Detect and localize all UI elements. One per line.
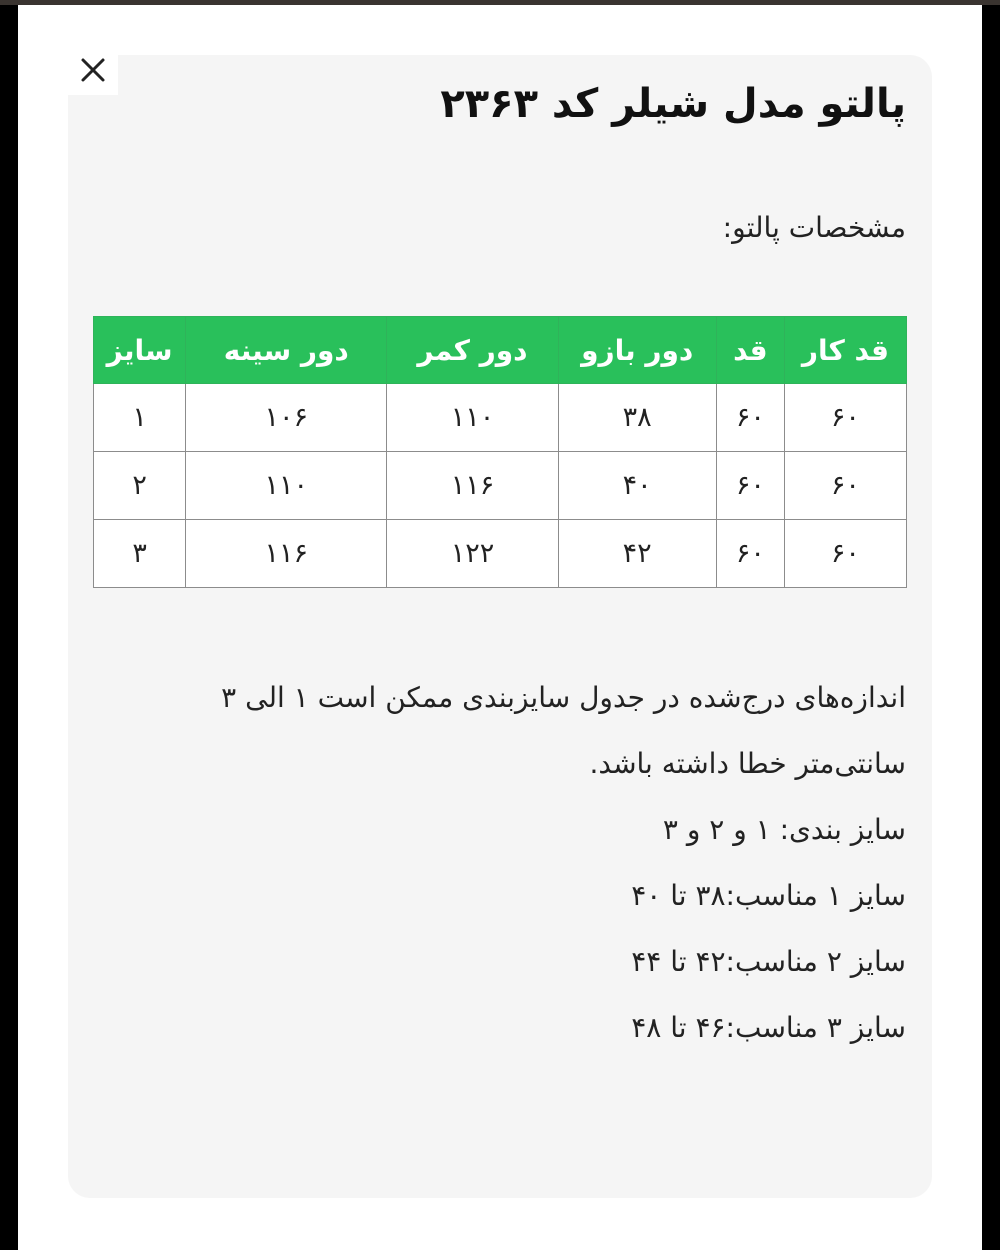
size-table (93, 316, 907, 588)
size-notes (146, 665, 906, 1061)
table-cell: ۶۰ (716, 384, 784, 452)
header-waist: دور کمر (387, 317, 558, 384)
table-cell: ۲ (94, 452, 186, 520)
table-cell: ۶۰ (784, 384, 906, 452)
specs-heading: مشخصات پالتو: (722, 211, 906, 244)
table-cell: ۱۱۶ (186, 520, 387, 588)
table-cell: ۱۰۶ (186, 384, 387, 452)
table-header-row (94, 317, 907, 384)
note-line: سایز بندی: ۱ و ۲ و ۳ (662, 813, 906, 846)
table-cell: ۶۰ (716, 520, 784, 588)
table-cell: ۱۱۰ (387, 384, 558, 452)
table-cell: ۴۰ (558, 452, 716, 520)
product-modal (18, 5, 982, 1250)
note-line: سایز ۲ مناسب:۴۲ تا ۴۴ (631, 945, 906, 978)
header-height: قد (716, 317, 784, 384)
product-title: پالتو مدل شیلر کد ۲۳۶۳ (440, 81, 906, 127)
table-row (94, 452, 907, 520)
note-line: سایز ۱ مناسب:۳۸ تا ۴۰ (631, 879, 906, 912)
table-cell: ۱۱۰ (186, 452, 387, 520)
note-line: سانتی‌متر خطا داشته باشد. (589, 747, 906, 780)
header-chest: دور سینه (186, 317, 387, 384)
header-size: سایز (94, 317, 186, 384)
product-info-card (68, 55, 932, 1198)
table-row (94, 384, 907, 452)
note-line: اندازه‌های درج‌شده در جدول سایزبندی ممکن است ۱ الی ۳ (221, 681, 906, 714)
table-cell: ۶۰ (784, 452, 906, 520)
table-cell: ۶۰ (784, 520, 906, 588)
table-cell: ۴۲ (558, 520, 716, 588)
table-cell: ۱۲۲ (387, 520, 558, 588)
note-line: سایز ۳ مناسب:۴۶ تا ۴۸ (631, 1011, 906, 1044)
table-cell: ۳۸ (558, 384, 716, 452)
header-arm: دور بازو (558, 317, 716, 384)
table-row (94, 520, 907, 588)
close-button[interactable] (68, 45, 118, 95)
table-cell: ۳ (94, 520, 186, 588)
header-work-length: قد کار (784, 317, 906, 384)
table-cell: ۶۰ (716, 452, 784, 520)
table-cell: ۱۱۶ (387, 452, 558, 520)
close-icon (80, 57, 106, 83)
table-cell: ۱ (94, 384, 186, 452)
